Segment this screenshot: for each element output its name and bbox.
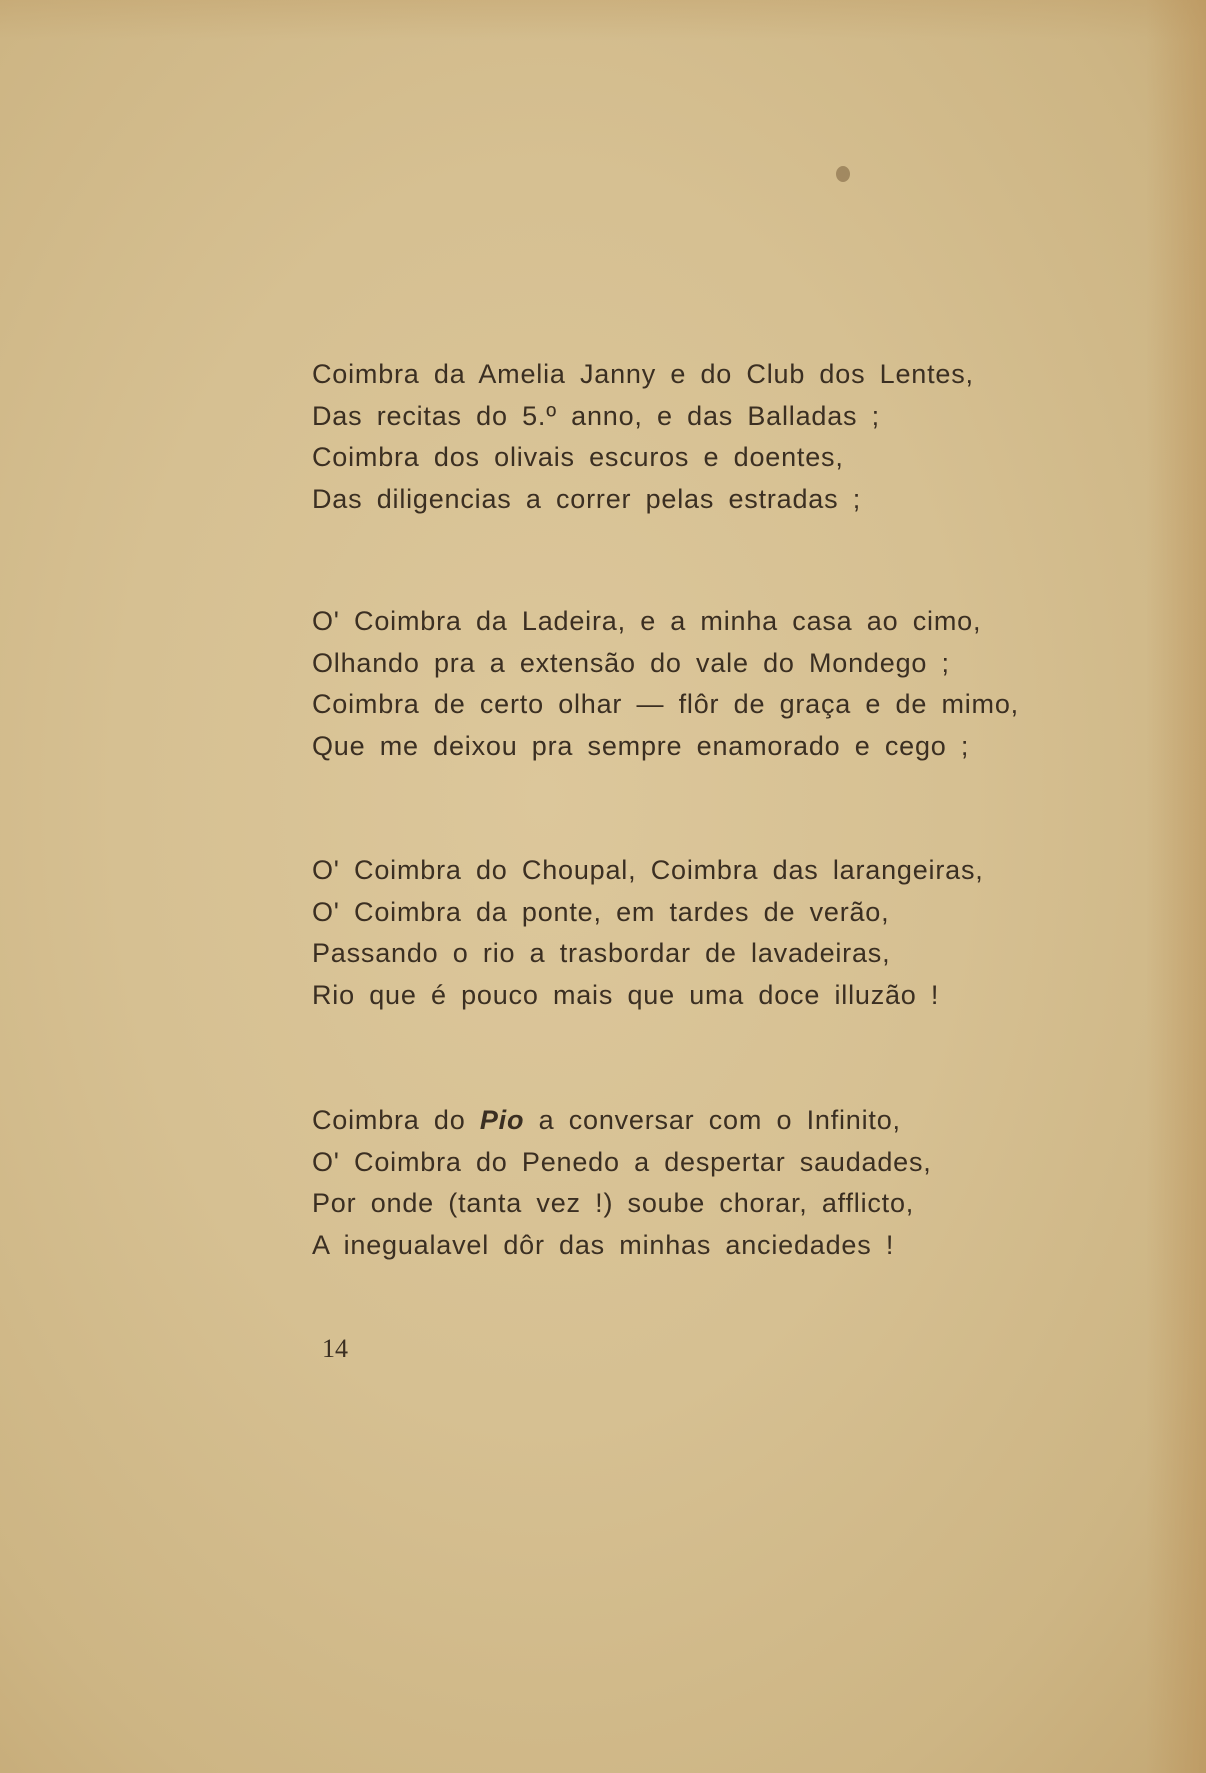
poem-line: A inegualavel dôr das minhas anciedades ! — [312, 1229, 895, 1260]
poem-line: O' Coimbra da Ladeira, e a minha casa ao cimo, — [312, 606, 982, 636]
line-text: a conversar com o Infinito, — [524, 1105, 901, 1135]
stanza-2 — [312, 601, 1019, 767]
poem-line: Passando o rio a trasbordar de lavadeiras, — [312, 938, 891, 968]
poem-line: O' Coimbra da ponte, em tardes de verão, — [312, 896, 890, 927]
poem-line: Olhando pra a extensão do vale do Mondego ; — [312, 647, 950, 678]
page-right-edge-shading — [1146, 0, 1206, 1773]
poem-line: Coimbra da Amelia Janny e do Club dos Lentes, — [312, 359, 974, 389]
italic-name: Pio — [479, 1105, 525, 1135]
page-number: 14 — [322, 1334, 348, 1363]
poem-line: Que me deixou pra sempre enamorado e cego ; — [312, 730, 970, 761]
stanza-4 — [312, 1100, 932, 1266]
line-text: Coimbra do — [312, 1105, 480, 1135]
ink-speck — [836, 166, 850, 182]
page-top-shading — [0, 0, 1206, 40]
poem-line: Coimbra de certo olhar — flôr de graça e de mimo, — [312, 689, 1019, 719]
poem-line: O' Coimbra do Penedo a despertar saudades, — [312, 1146, 932, 1177]
poem-line: O' Coimbra do Choupal, Coimbra das larangeiras, — [312, 855, 984, 885]
stanza-3 — [312, 850, 984, 1016]
poem-line: Das diligencias a correr pelas estradas ; — [312, 483, 862, 514]
poem-line: Coimbra dos olivais escuros e doentes, — [312, 442, 844, 472]
poem-line: Das recitas do 5.º anno, e das Balladas ; — [312, 400, 880, 431]
poem-line: Rio que é pouco mais que uma doce illuzão ! — [312, 979, 940, 1010]
poem-line — [312, 1100, 932, 1142]
poem-line: Por onde (tanta vez !) soube chorar, afflicto, — [312, 1188, 915, 1218]
stanza-1 — [312, 354, 974, 520]
